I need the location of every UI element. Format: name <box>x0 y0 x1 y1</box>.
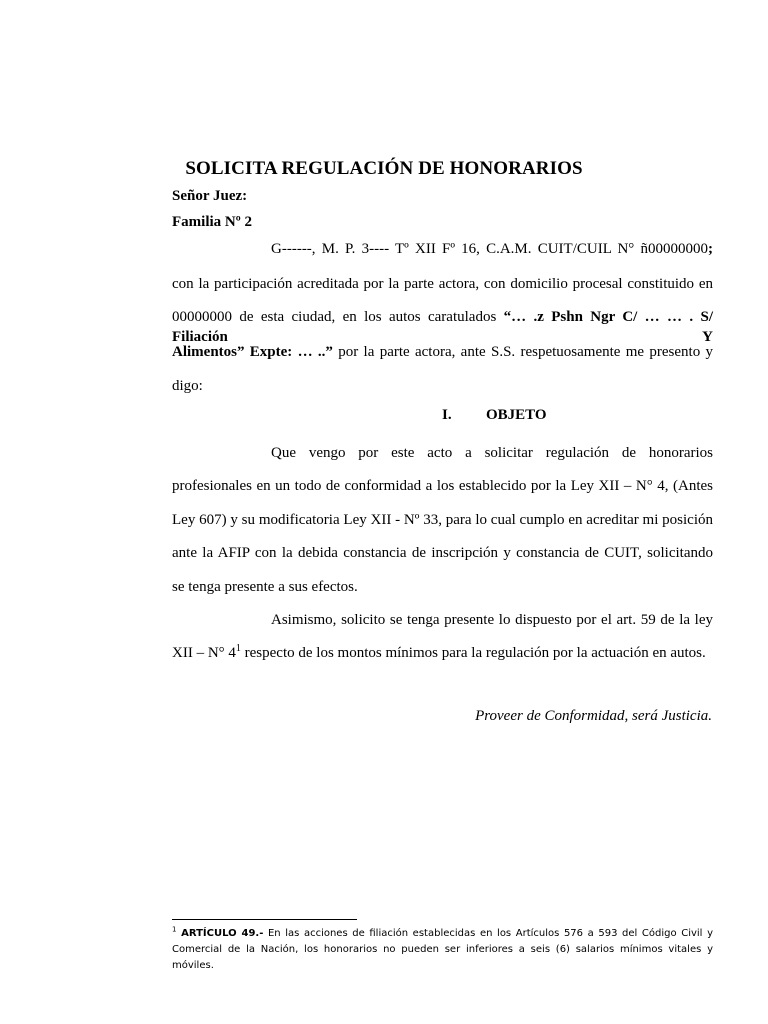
addressee-court: Familia Nº 2 <box>172 214 252 230</box>
section-number: I. <box>442 407 452 423</box>
body-p2-line-1: Asimismo, solicito se tenga presente lo dispuesto por el art. 59 de la ley <box>271 612 713 628</box>
closing-formula: Proveer de Conformidad, será Justicia. <box>475 708 712 724</box>
section-title: OBJETO <box>486 407 547 423</box>
intro-line-1: G------, M. P. 3---- Tº XII Fº 16, C.A.M. CUIT/CUIL N° ñ00000000; <box>271 241 713 257</box>
footnote-text: En las acciones de filiación establecidas en los Artículos 576 a 593 del Código Civil y Comercial de la Nación, los honorarios no pueden ser inferiores a seis (6) salarios mínimos vitales y móviles. <box>172 928 713 971</box>
footnote-number: 1 <box>172 925 177 934</box>
footnote-separator <box>172 919 357 920</box>
footnote-lead: ARTÍCULO 49.- <box>181 928 264 939</box>
intro-line-5: digo: <box>172 378 203 394</box>
footnote <box>172 926 713 974</box>
body-p2-line-2: XII – N° $4^1$ respecto de los montos mínimos para la regulación por la actuación en autos. <box>172 643 706 661</box>
intro-line-3: 00000000 de esta ciudad, en los autos caratulados “… .z Pshn Ngr C/ … … . S/ Filiación Y <box>172 309 713 345</box>
body-p1-line-5: se tenga presente a sus efectos. <box>172 579 358 595</box>
footnote-reference[interactable]: 1 <box>235 643 241 654</box>
body-p1-line-4: ante la AFIP con la debida constancia de inscripción y constancia de CUIT, solicitando <box>172 545 713 561</box>
intro-line-2: con la participación acreditada por la parte actora, con domicilio procesal constituido en <box>172 276 713 292</box>
intro-line-4: Alimentos” Expte: … ..” por la parte actora, ante S.S. respetuosamente me presento y <box>172 344 714 360</box>
body-p1-line-2: profesionales en un todo de conformidad a los establecido por la Ley XII – N° 4, (Antes <box>172 478 713 494</box>
body-p1-line-3: Ley 607) y su modificatoria Ley XII - Nº 33, para lo cual cumplo en acreditar mi posición <box>172 512 713 528</box>
document-title: SOLICITA REGULACIÓN DE HONORARIOS <box>185 158 583 179</box>
addressee-judge: Señor Juez: <box>172 188 248 204</box>
body-p1-line-1: Que vengo por este acto a solicitar regulación de honorarios <box>271 445 713 461</box>
section-heading <box>442 407 547 424</box>
